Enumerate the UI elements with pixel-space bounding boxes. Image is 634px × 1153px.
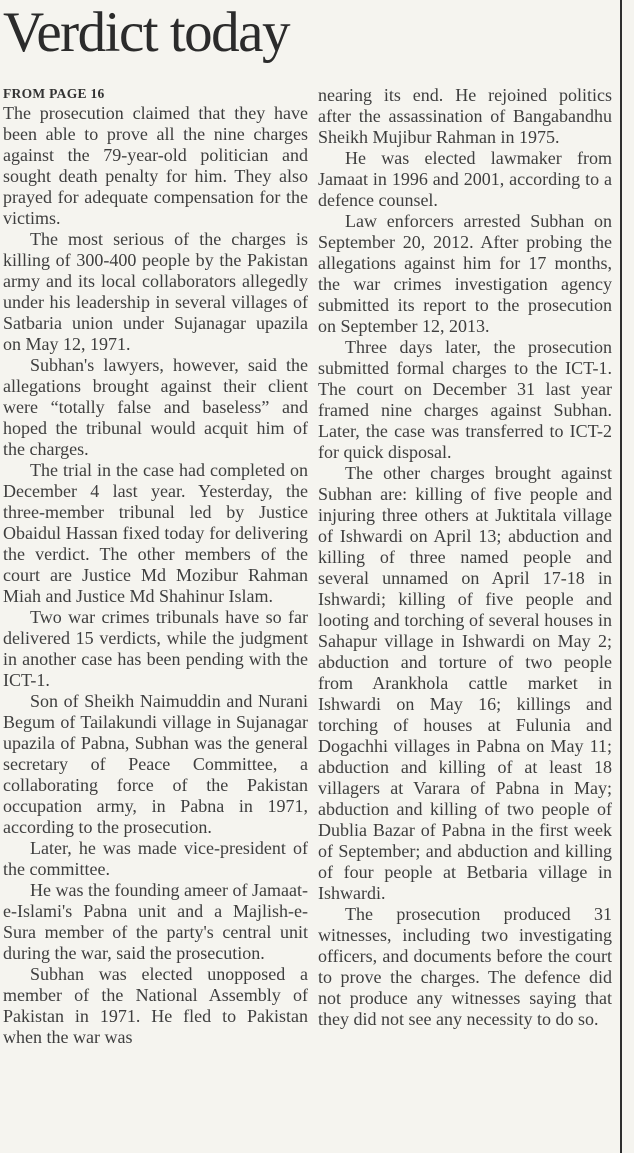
article-paragraph: He was elected lawmaker from Jamaat in 1996 and 2001, according to a defence counsel.	[318, 148, 612, 210]
page-column-divider	[620, 0, 622, 1153]
article-paragraph: Later, he was made vice-president of the committee.	[3, 838, 308, 879]
article-paragraph: Subhan was elected unopposed a member of the National Assembly of Pakistan in 1971. He fled to Pakistan when the war was	[3, 964, 308, 1047]
article-paragraph: The trial in the case had completed on December 4 last year. Yesterday, the three-member tribunal led by Justice Obaidul Hassan fixed today for delivering the verdict. The other members of the court are Justice Md Mozibur Rahman Miah and Justice Md Shahinur Islam.	[3, 460, 308, 606]
article-paragraph: The prosecution claimed that they have been able to prove all the nine charges against the 79-year-old politician and sought death penalty for him. They also prayed for adequate compensation for the victims.	[3, 103, 308, 228]
article-paragraph: Subhan's lawyers, however, said the allegations brought against their client were “totally false and baseless” and hoped the tribunal would acquit him of the charges.	[3, 355, 308, 459]
headline: Verdict today	[3, 1, 289, 64]
continued-from-label: FROM PAGE 16	[3, 86, 105, 101]
article-paragraph: Law enforcers arrested Subhan on September 20, 2012. After probing the allegations against him for 17 months, the war crimes investigation agency submitted its report to the prosecution on September 12, 2013.	[318, 211, 612, 336]
right-column	[318, 85, 612, 1030]
article-paragraph: Son of Sheikh Naimuddin and Nurani Begum of Tailakundi village in Sujanagar upazila of Pabna, Subhan was the general secretary of Peace Committee, a collaborating force of the Pakistan occupation army, in Pabna in 1971, according to the prosecution.	[3, 691, 308, 837]
article-paragraph: nearing its end. He rejoined politics after the assassination of Bangabandhu Sheikh Mujibur Rahman in 1975.	[318, 85, 612, 147]
article-paragraph: The most serious of the charges is killing of 300-400 people by the Pakistan army and its local collaborators allegedly under his leadership in several villages of Satbaria union under Sujanagar upazila on May 12, 1971.	[3, 229, 308, 354]
article-paragraph: The other charges brought against Subhan are: killing of five people and injuring three others at Juktitala village of Ishwardi on April 13; abduction and killing of three named people and several unnamed on April 17-18 in Ishwardi; killing of five people and looting and torching of several houses in Sahapur village in Ishwardi on May 2; abduction and torture of two people from Arankhola cattle market in Ishwardi on May 16; killings and torching of houses at Fulunia and Dogachhi villages in Pabna on May 11; abduction and killing of at least 18 villagers at Varara of Pabna in May; abduction and killing of two people of Dublia Bazar of Pabna in the first week of September; and abduction and killing of four people at Betbaria village in Ishwardi.	[318, 463, 612, 903]
article-paragraph: He was the founding ameer of Jamaat-e-Islami's Pabna unit and a Majlish-e-Sura member of the party's central unit during the war, said the prosecution.	[3, 880, 308, 963]
article-paragraph: Three days later, the prosecution submitted formal charges to the ICT-1. The court on December 31 last year framed nine charges against Subhan. Later, the case was transferred to ICT-2 for quick disposal.	[318, 337, 612, 462]
left-column	[3, 85, 308, 1048]
article-paragraph: The prosecution produced 31 witnesses, including two investigating officers, and documents before the court to prove the charges. The defence did not produce any witnesses saying that they did not see any necessity to do so.	[318, 904, 612, 1029]
article-paragraph: Two war crimes tribunals have so far delivered 15 verdicts, while the judgment in another case has been pending with the ICT-1.	[3, 607, 308, 690]
